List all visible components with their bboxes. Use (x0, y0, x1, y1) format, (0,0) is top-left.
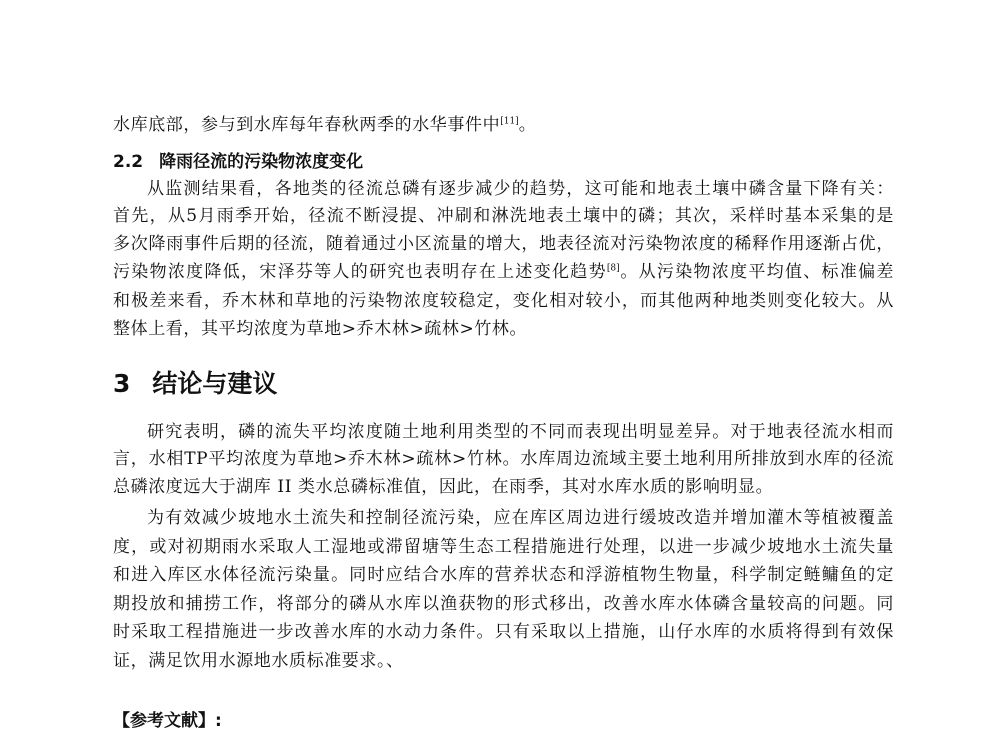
section-title: 结论与建议 (152, 369, 278, 398)
paragraph-line: 证，满足饮用水源地水质标准要求。、 (113, 651, 404, 671)
section-heading-3 (113, 364, 277, 400)
references-heading: 【参考文献】: (113, 711, 222, 731)
paragraph-line: 为有效减少坡地水土流失和控制径流污染，应在库区周边进行缓坡改造并增加灌木等植被覆盖 (147, 508, 894, 528)
paragraph-line: 从监测结果看，各地类的径流总磷有逐步减少的趋势，这可能和地表土壤中磷含量下降有关： (147, 179, 894, 199)
section-title: 降雨径流的污染物浓度变化 (159, 152, 364, 172)
paragraph-line: 言，水相TP平均浓度为草地>乔木林>疏林>竹林。水库周边流域主要土地利用所排放到水库的径流 (113, 449, 894, 469)
citation-ref: [11] (500, 116, 519, 127)
citation-ref: [8] (606, 263, 620, 274)
paragraph-line: 多次降雨事件后期的径流，随着通过小区流量的增大，地表径流对污染物浓度的稀释作用逐渐占优， (113, 234, 894, 254)
paragraph-line: 时采取工程措施进一步改善水库的水动力条件。只有采取以上措施，山仔水库的水质将得到有效保 (113, 622, 894, 642)
paragraph-line: 研究表明，磷的流失平均浓度随土地利用类型的不同而表现出明显差异。对于地表径流水相而 (147, 422, 894, 442)
paragraph-line: 水库底部，参与到水库每年春秋两季的水华事件中[11]。 (113, 115, 537, 135)
section-heading-2-2 (113, 147, 363, 172)
paragraph-line: 和极差来看，乔木林和草地的污染物浓度较稳定，变化相对较小，而其他两种地类则变化较大。从 (113, 291, 894, 311)
paragraph-line: 污染物浓度降低，宋泽芬等人的研究也表明存在上述变化趋势[8]。从污染物浓度平均值、标准偏差 (113, 262, 894, 282)
paragraph-line: 整体上看，其平均浓度为草地>乔木林>疏林>竹林。 (113, 319, 528, 339)
paragraph-line: 总磷浓度远大于湖库 II 类水总磷标准值，因此，在雨季，其对水库水质的影响明显。 (113, 477, 774, 497)
paragraph-line: 度，或对初期雨水采取人工湿地或滞留塘等生态工程措施进行处理，以进一步减少坡地水土流失量 (113, 537, 894, 557)
paragraph-line: 和进入库区水体径流污染量。同时应结合水库的营养状态和浮游植物生物量，科学制定鲢鳙鱼的定 (113, 565, 894, 585)
paragraph-line: 首先，从5月雨季开始，径流不断浸提、冲刷和淋洗地表土壤中的磷；其次，采样时基本采集的是 (113, 206, 894, 226)
section-number: 2.2 (113, 152, 144, 172)
paragraph-line: 期投放和捕捞工作，将部分的磷从水库以渔获物的形式移出，改善水库水体磷含量较高的问题。同 (113, 594, 894, 614)
section-number: 3 (113, 369, 131, 398)
